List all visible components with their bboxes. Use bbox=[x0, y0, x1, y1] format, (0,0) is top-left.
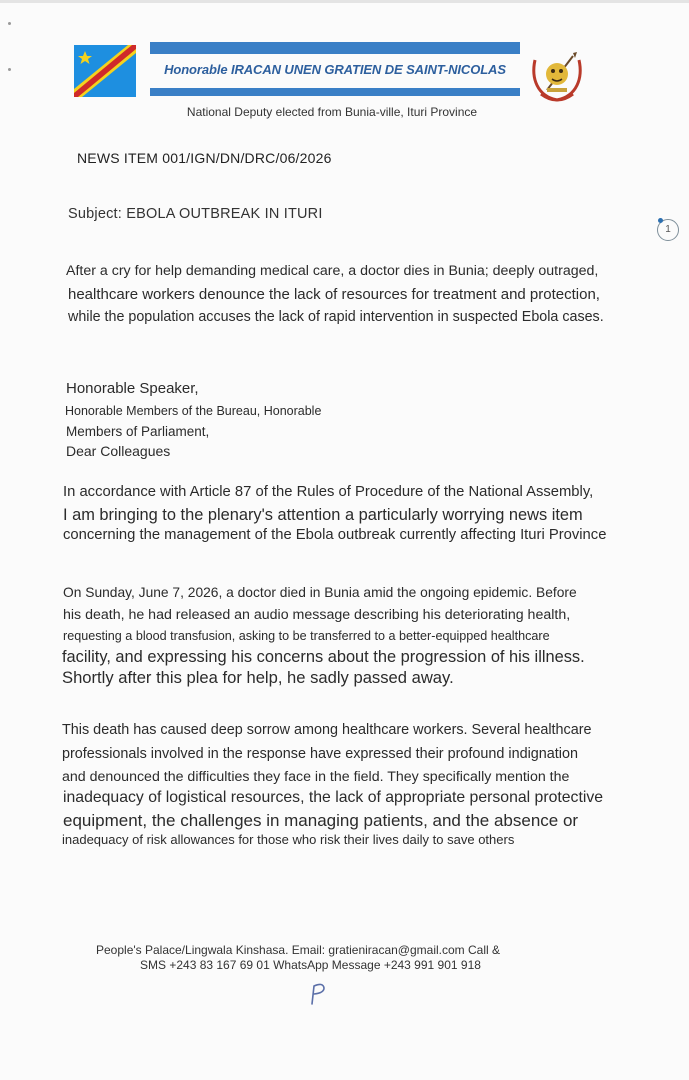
footer-line: People's Palace/Lingwala Kinshasa. Email: gratieniracan@gmail.com Call & bbox=[96, 943, 501, 957]
letterhead-banner bbox=[150, 42, 520, 96]
deputy-subtitle: National Deputy elected from Bunia-ville, Ituri Province bbox=[186, 105, 478, 119]
paragraph-line: In accordance with Article 87 of the Rules of Procedure of the National Assembly, bbox=[63, 484, 594, 500]
news-item-reference: NEWS ITEM 001/IGN/DN/DRC/06/2026 bbox=[77, 150, 332, 166]
salutation-line: Honorable Members of the Bureau, Honorable bbox=[65, 404, 322, 418]
salutation-line: Members of Parliament, bbox=[66, 424, 210, 439]
paragraph-line: equipment, the challenges in managing patients, and the absence or bbox=[63, 811, 579, 830]
scan-top-edge bbox=[0, 0, 689, 3]
paragraph-line: inadequacy of logistical resources, the lack of appropriate personal protective bbox=[63, 789, 604, 806]
paragraph-line: After a cry for help demanding medical care, a doctor dies in Bunia; deeply outraged, bbox=[66, 263, 599, 279]
paragraph-line: requesting a blood transfusion, asking to be transferred to a better-equipped healthcare bbox=[63, 629, 550, 643]
footer-line: SMS +243 83 167 69 01 WhatsApp Message +243 991 901 918 bbox=[140, 958, 481, 972]
page-number-badge: 1 bbox=[657, 219, 679, 241]
page-number-dot bbox=[658, 218, 663, 223]
paragraph-line: healthcare workers denounce the lack of resources for treatment and protection, bbox=[68, 286, 600, 303]
paragraph-line: I am bringing to the plenary's attention a particularly worrying news item bbox=[63, 506, 583, 524]
deputy-name: Honorable IRACAN UNEN GRATIEN DE SAINT-NICOLAS bbox=[164, 62, 506, 77]
paragraph-line: inadequacy of risk allowances for those who risk their lives daily to save others bbox=[62, 832, 515, 847]
paragraph-line: his death, he had released an audio message describing his deteriorating health, bbox=[63, 607, 571, 623]
paragraph-line: professionals involved in the response have expressed their profound indignation bbox=[62, 746, 578, 762]
paragraph-line: On Sunday, June 7, 2026, a doctor died in Bunia amid the ongoing epidemic. Before bbox=[63, 585, 577, 600]
scan-speck bbox=[8, 22, 11, 25]
paragraph-line: concerning the management of the Ebola outbreak currently affecting Ituri Province bbox=[63, 527, 607, 543]
salutation-line: Honorable Speaker, bbox=[66, 380, 199, 397]
handwritten-initial-icon bbox=[305, 980, 331, 1010]
paragraph-line: and denounced the difficulties they face in the field. They specifically mention the bbox=[62, 769, 570, 785]
coat-of-arms-icon bbox=[527, 50, 587, 108]
banner-top-band bbox=[150, 42, 520, 54]
drc-flag-icon bbox=[74, 45, 136, 97]
paragraph-line: while the population accuses the lack of rapid intervention in suspected Ebola cases. bbox=[68, 309, 604, 325]
paragraph-line: This death has caused deep sorrow among healthcare workers. Several healthcare bbox=[62, 722, 592, 738]
paragraph-line: facility, and expressing his concerns about the progression of his illness. bbox=[62, 648, 585, 666]
paragraph-line: Shortly after this plea for help, he sadly passed away. bbox=[62, 668, 454, 687]
subject-line: Subject: EBOLA OUTBREAK IN ITURI bbox=[68, 206, 323, 222]
salutation-line: Dear Colleagues bbox=[66, 443, 171, 459]
scan-speck bbox=[8, 68, 11, 71]
banner-bottom-band bbox=[150, 88, 520, 96]
